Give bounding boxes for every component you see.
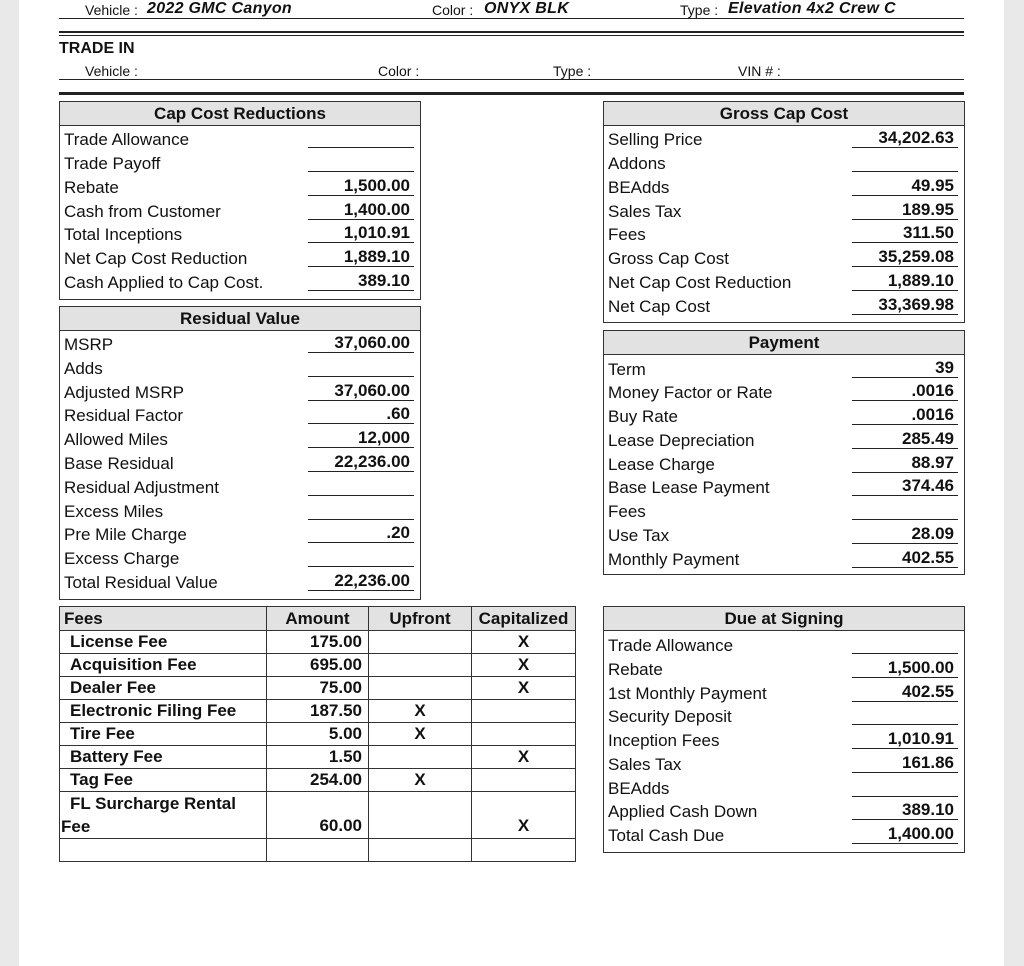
row-label: Rebate	[64, 178, 119, 197]
fees-table	[59, 606, 576, 862]
payment-row	[604, 475, 964, 499]
row-label: Addons	[608, 154, 666, 173]
fee-capitalized: X	[472, 677, 576, 700]
das-row	[604, 799, 964, 823]
row-value: 22,236.00	[308, 570, 414, 591]
gcc-row	[604, 127, 964, 151]
row-value: 28.09	[852, 523, 958, 544]
fee-row	[60, 631, 576, 654]
row-label: Total Cash Due	[608, 826, 725, 845]
ccr-row	[60, 246, 420, 270]
fee-name: License Fee	[60, 631, 267, 654]
ccr-row	[60, 127, 420, 151]
rv-row	[60, 356, 420, 380]
payment-row	[604, 499, 964, 523]
gcc-row	[604, 199, 964, 223]
das-row	[604, 704, 964, 728]
row-value: 1,400.00	[308, 199, 414, 220]
row-value: 1,400.00	[852, 823, 958, 844]
row-label: Net Cap Cost Reduction	[608, 273, 792, 292]
row-label: 1st Monthly Payment	[608, 684, 767, 703]
fee-upfront	[369, 792, 472, 839]
das-row	[604, 823, 964, 847]
row-label: Total Inceptions	[64, 225, 183, 244]
row-label: Lease Charge	[608, 455, 715, 474]
row-value: 402.55	[852, 547, 958, 568]
type-value: Elevation 4x2 Crew C	[728, 0, 896, 17]
row-label: Net Cap Cost Reduction	[64, 249, 248, 268]
fee-name: Electronic Filing Fee	[60, 700, 267, 723]
row-value: 1,010.91	[852, 728, 958, 749]
fee-capitalized	[472, 723, 576, 746]
row-value	[308, 499, 414, 520]
row-value	[852, 151, 958, 172]
trade-vehicle-label: Vehicle :	[85, 63, 138, 79]
payment-box	[603, 330, 965, 575]
empty-cell	[267, 839, 369, 862]
row-value	[852, 704, 958, 725]
fee-row	[60, 746, 576, 769]
das-row	[604, 776, 964, 800]
ccr-row	[60, 222, 420, 246]
fee-amount: 695.00	[267, 654, 369, 677]
das-row	[604, 752, 964, 776]
row-label: Total Residual Value	[64, 573, 218, 592]
fee-name: Tire Fee	[60, 723, 267, 746]
row-value: 1,500.00	[852, 657, 958, 678]
payment-row	[604, 404, 964, 428]
row-value: 22,236.00	[308, 451, 414, 472]
fee-capitalized: X	[472, 654, 576, 677]
row-label: Sales Tax	[608, 755, 682, 774]
row-value: .0016	[852, 404, 958, 425]
payment-title: Payment	[604, 331, 964, 355]
row-label: Pre Mile Charge	[64, 525, 187, 544]
row-label: Fees	[608, 225, 646, 244]
row-value: 389.10	[852, 799, 958, 820]
row-label: Use Tax	[608, 526, 670, 545]
fee-upfront: X	[369, 700, 472, 723]
divider	[59, 92, 964, 95]
gcc-row	[604, 270, 964, 294]
color-label: Color :	[432, 2, 474, 18]
row-label: BEAdds	[608, 779, 670, 798]
trade-color-label: Color :	[378, 63, 420, 79]
fee-amount: 175.00	[267, 631, 369, 654]
fee-row	[60, 677, 576, 700]
row-label: Applied Cash Down	[608, 802, 758, 821]
row-label: Trade Payoff	[64, 154, 161, 173]
due-at-signing-box	[603, 606, 965, 853]
row-value: 37,060.00	[308, 332, 414, 353]
trade-in-title: TRADE IN	[59, 40, 135, 57]
row-label: Base Residual	[64, 454, 174, 473]
fee-name-line1: FL Surcharge Rental	[70, 794, 236, 813]
rv-row	[60, 451, 420, 475]
das-row	[604, 657, 964, 681]
row-value: .0016	[852, 380, 958, 401]
row-label: MSRP	[64, 335, 114, 354]
cap-cost-reductions-box	[59, 101, 421, 300]
gcc-row	[604, 175, 964, 199]
fee-name: Battery Fee	[60, 746, 267, 769]
row-label: Buy Rate	[608, 407, 678, 426]
fee-row	[60, 723, 576, 746]
row-value	[852, 633, 958, 654]
type-label: Type :	[680, 2, 719, 18]
row-value: 285.49	[852, 428, 958, 449]
rv-row	[60, 475, 420, 499]
due-at-signing-title: Due at Signing	[604, 607, 964, 631]
fees-header: Fees	[60, 607, 267, 631]
row-value	[308, 151, 414, 172]
trade-vin-label: VIN # :	[738, 63, 781, 79]
row-label: Rebate	[608, 660, 663, 679]
row-label: Residual Adjustment	[64, 478, 219, 497]
das-row	[604, 681, 964, 705]
fee-upfront	[369, 677, 472, 700]
fee-amount: 1.50	[267, 746, 369, 769]
fee-amount: 187.50	[267, 700, 369, 723]
row-label: Cash from Customer	[64, 202, 221, 221]
empty-cell	[60, 839, 267, 862]
row-value: 311.50	[852, 222, 958, 243]
row-value: .60	[308, 403, 414, 424]
residual-value-box	[59, 306, 421, 600]
fee-name-line2: Fee	[61, 817, 91, 836]
fee-capitalized: X	[472, 792, 576, 839]
row-label: Adds	[64, 359, 103, 378]
payment-row	[604, 428, 964, 452]
row-label: Sales Tax	[608, 202, 682, 221]
fee-amount: 254.00	[267, 769, 369, 792]
row-value: 34,202.63	[852, 127, 958, 148]
payment-row	[604, 357, 964, 381]
row-label: Monthly Payment	[608, 550, 740, 569]
row-value: .20	[308, 522, 414, 543]
row-label: Allowed Miles	[64, 430, 168, 449]
rv-row	[60, 570, 420, 594]
vehicle-value: 2022 GMC Canyon	[147, 0, 292, 17]
fee-upfront	[369, 746, 472, 769]
cap-cost-reductions-title: Cap Cost Reductions	[60, 102, 420, 126]
gcc-row	[604, 246, 964, 270]
row-value	[308, 127, 414, 148]
rv-row	[60, 522, 420, 546]
payment-row	[604, 452, 964, 476]
ccr-row	[60, 151, 420, 175]
upfront-header: Upfront	[369, 607, 472, 631]
row-label: Base Lease Payment	[608, 478, 770, 497]
row-value: 88.97	[852, 452, 958, 473]
row-value	[852, 499, 958, 520]
empty-cell	[472, 839, 576, 862]
trade-type-label: Type :	[553, 63, 592, 79]
row-value: 389.10	[308, 270, 414, 291]
fee-name: Tag Fee	[60, 769, 267, 792]
row-value: 37,060.00	[308, 380, 414, 401]
rv-row	[60, 546, 420, 570]
row-value	[308, 475, 414, 496]
row-value: 161.86	[852, 752, 958, 773]
row-value: 35,259.08	[852, 246, 958, 267]
row-value: 189.95	[852, 199, 958, 220]
row-value	[852, 776, 958, 797]
row-label: Term	[608, 360, 646, 379]
row-label: Gross Cap Cost	[608, 249, 729, 268]
row-value	[308, 356, 414, 377]
fee-capitalized: X	[472, 631, 576, 654]
rv-row	[60, 427, 420, 451]
divider	[59, 35, 964, 36]
fee-upfront: X	[369, 769, 472, 792]
row-value: 12,000	[308, 427, 414, 448]
rv-row	[60, 332, 420, 356]
gross-cap-cost-title: Gross Cap Cost	[604, 102, 964, 126]
row-value: 39	[852, 357, 958, 378]
row-value: 1,889.10	[852, 270, 958, 291]
row-label: Cash Applied to Cap Cost.	[64, 273, 264, 292]
row-label: Lease Depreciation	[608, 431, 755, 450]
row-value: 1,500.00	[308, 175, 414, 196]
row-label: Security Deposit	[608, 707, 732, 726]
row-label: Adjusted MSRP	[64, 383, 184, 402]
row-label: Inception Fees	[608, 731, 720, 750]
color-value: ONYX BLK	[484, 0, 570, 17]
payment-row	[604, 523, 964, 547]
fee-row	[60, 654, 576, 677]
fee-upfront	[369, 631, 472, 654]
empty-cell	[369, 839, 472, 862]
das-row	[604, 633, 964, 657]
residual-value-title: Residual Value	[60, 307, 420, 331]
gcc-row	[604, 294, 964, 318]
fee-name: Dealer Fee	[60, 677, 267, 700]
ccr-row	[60, 199, 420, 223]
ccr-row	[60, 175, 420, 199]
amount-header: Amount	[267, 607, 369, 631]
fee-row	[60, 769, 576, 792]
divider	[59, 31, 964, 33]
fee-row-empty	[60, 839, 576, 862]
fee-name	[60, 792, 267, 839]
row-value: 1,889.10	[308, 246, 414, 267]
row-value: 49.95	[852, 175, 958, 196]
fee-capitalized	[472, 769, 576, 792]
fees-header-row	[60, 607, 576, 631]
row-label: Fees	[608, 502, 646, 521]
fee-amount: 75.00	[267, 677, 369, 700]
payment-row	[604, 547, 964, 571]
rv-row	[60, 499, 420, 523]
fee-upfront	[369, 654, 472, 677]
row-value: 402.55	[852, 681, 958, 702]
fee-name: Acquisition Fee	[60, 654, 267, 677]
row-value	[308, 546, 414, 567]
row-value: 33,369.98	[852, 294, 958, 315]
row-value: 374.46	[852, 475, 958, 496]
row-label: Trade Allowance	[64, 130, 190, 149]
fee-row	[60, 700, 576, 723]
rv-row	[60, 403, 420, 427]
fee-upfront: X	[369, 723, 472, 746]
row-label: Selling Price	[608, 130, 703, 149]
fee-amount: 60.00	[267, 792, 369, 839]
fee-capitalized: X	[472, 746, 576, 769]
row-value: 1,010.91	[308, 222, 414, 243]
fee-capitalized	[472, 700, 576, 723]
trade-underline	[59, 79, 964, 80]
ccr-row	[60, 270, 420, 294]
row-label: Trade Allowance	[608, 636, 734, 655]
row-label: Excess Charge	[64, 549, 180, 568]
gross-cap-cost-box	[603, 101, 965, 323]
fee-row	[60, 792, 576, 839]
row-label: Excess Miles	[64, 502, 164, 521]
gcc-row	[604, 222, 964, 246]
row-label: Money Factor or Rate	[608, 383, 773, 402]
vehicle-label: Vehicle :	[85, 2, 138, 18]
gcc-row	[604, 151, 964, 175]
row-label: BEAdds	[608, 178, 670, 197]
vehicle-underline	[59, 18, 964, 19]
row-label: Net Cap Cost	[608, 297, 711, 316]
row-label: Residual Factor	[64, 406, 184, 425]
fee-amount: 5.00	[267, 723, 369, 746]
payment-row	[604, 380, 964, 404]
das-row	[604, 728, 964, 752]
capitalized-header: Capitalized	[472, 607, 576, 631]
rv-row	[60, 380, 420, 404]
